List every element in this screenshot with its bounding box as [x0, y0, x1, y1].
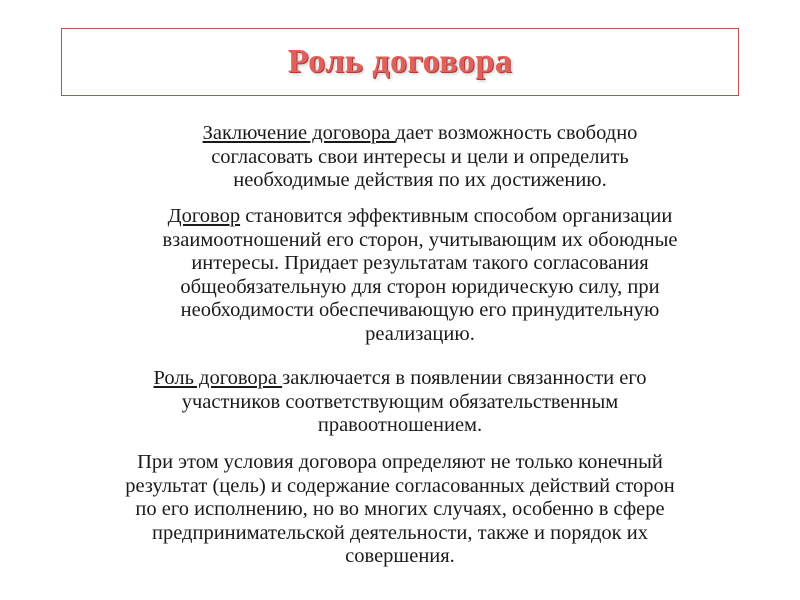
- paragraph-lead-term: Договор: [167, 205, 241, 227]
- paragraph-contract: [70, 205, 770, 347]
- paragraph-line: интересы. Придает результатам такого согласования: [191, 252, 649, 275]
- paragraph-role: [60, 367, 740, 438]
- slide-title: Роль договора: [287, 43, 513, 80]
- paragraph-line: необходимые действия по их достижению.: [233, 169, 607, 192]
- paragraph-line: реализацию.: [365, 322, 475, 345]
- paragraph-line: согласовать свои интересы и цели и определить: [211, 145, 629, 168]
- paragraph-line: необходимости обеспечивающую его принудительную: [180, 299, 660, 322]
- paragraph-line: совершения.: [345, 545, 455, 568]
- paragraph-line: При этом условия договора определяют не только конечный: [137, 451, 663, 473]
- paragraph-line: дает возможность свободно: [395, 122, 638, 144]
- paragraph-line: правоотношением.: [317, 414, 483, 437]
- title-box: [61, 28, 739, 96]
- paragraph-line: заключается в появлении связанности его: [282, 367, 647, 389]
- paragraph-line: участников соответствующим обязательственным: [181, 390, 619, 413]
- paragraph-line: становится эффективным способом организации: [240, 205, 673, 227]
- paragraph-lead-term: Роль договора: [153, 367, 283, 389]
- paragraph-line: по его исполнению, но во многих случаях, особенно в сфере: [135, 498, 665, 521]
- paragraph-line: результат (цель) и содержание согласованных действий сторон: [125, 474, 675, 497]
- paragraph-line: взаимоотношений его сторон, учитывающим их обоюдные: [162, 228, 678, 251]
- paragraph-line: предпринимательской деятельности, также и порядок их: [152, 521, 648, 544]
- paragraph-conclusion: [130, 122, 710, 193]
- paragraph-lead-term: Заключение договора: [202, 122, 396, 144]
- paragraph-conditions: [30, 451, 770, 569]
- paragraph-line: общеобязательную для сторон юридическую силу, при: [180, 275, 660, 298]
